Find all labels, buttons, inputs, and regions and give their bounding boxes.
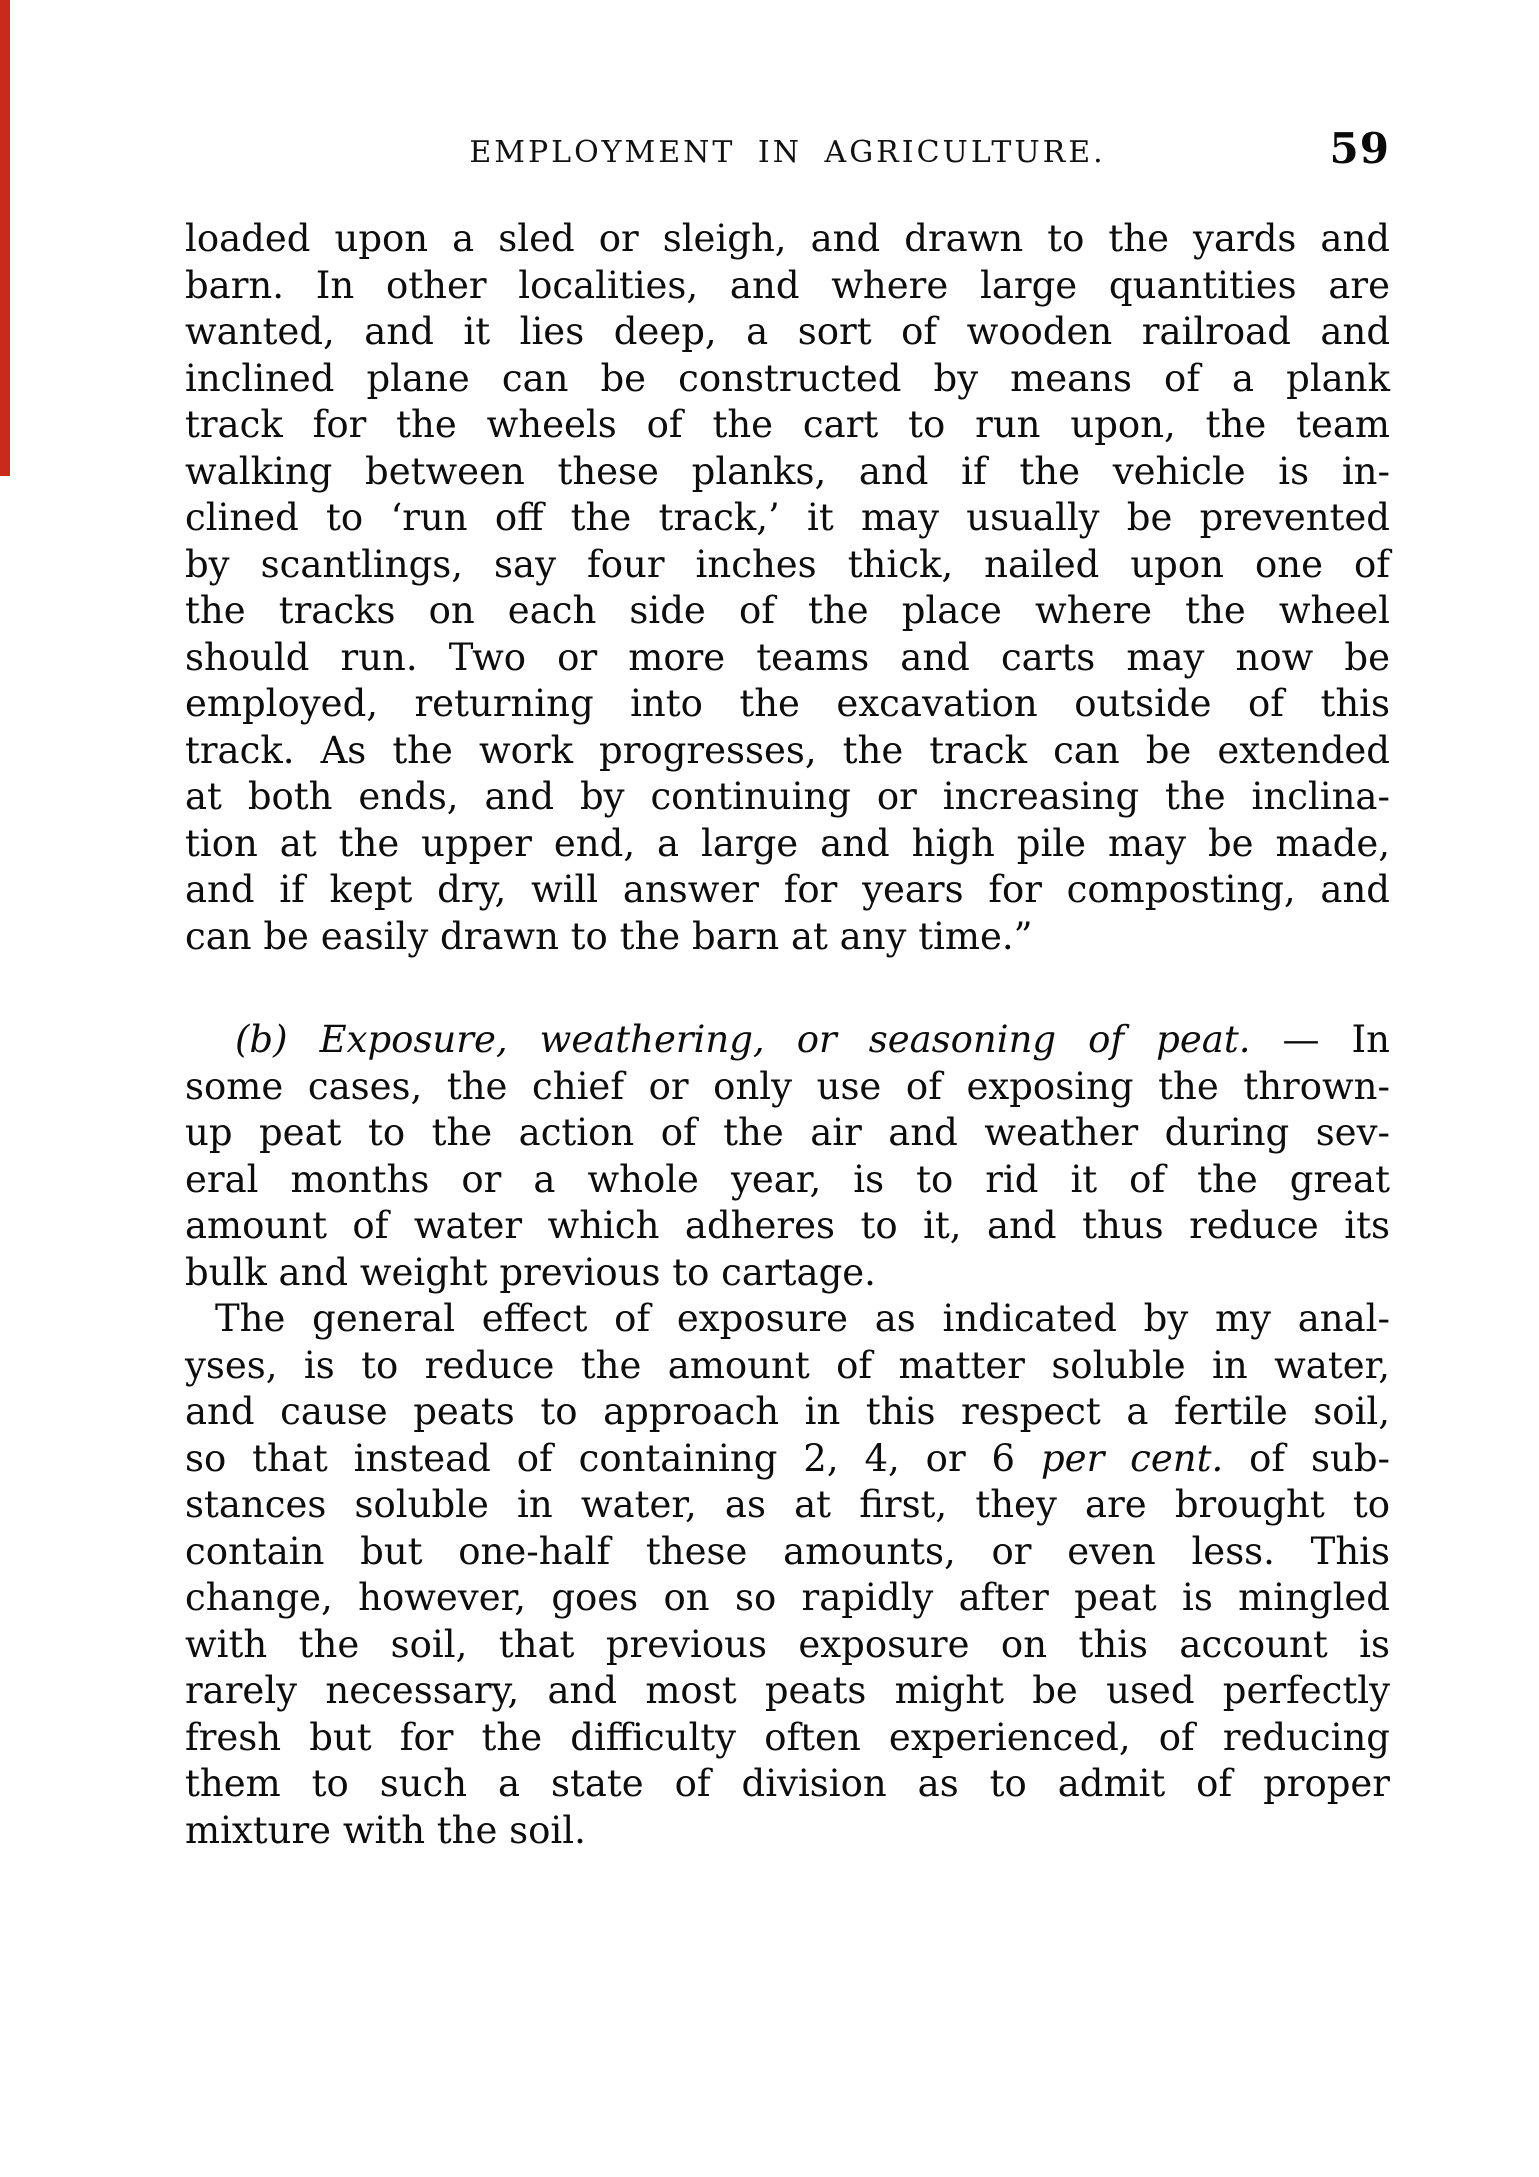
text-line (185, 402, 1390, 449)
text-line (185, 1157, 1390, 1204)
text-run: track. As the work progresses, the track can be extended (185, 728, 1390, 772)
red-edge-mark (0, 0, 10, 476)
text-run: fresh but for the difficulty often experienced, of reducing (185, 1715, 1390, 1759)
text-line (185, 1575, 1390, 1622)
text-run: contain but one-half these amounts, or even less. This (185, 1529, 1390, 1573)
text-run: track for the wheels of the cart to run upon, the team (185, 403, 1390, 446)
text-run: The general effect of exposure as indicated by my anal- (215, 1297, 1390, 1340)
text-line (185, 356, 1390, 403)
text-run: rarely necessary, and most peats might be used perfectly (185, 1669, 1390, 1712)
text-line (185, 309, 1390, 356)
paragraph (185, 216, 1390, 960)
text-line (185, 821, 1390, 868)
page-body-text (185, 216, 1390, 1854)
text-line (185, 588, 1390, 635)
italic-text-run: (b) Exposure, weathering, or seasoning of peat. (235, 1018, 1251, 1061)
page-title: EMPLOYMENT IN AGRICULTURE. (469, 135, 1106, 170)
text-line (185, 1668, 1390, 1715)
text-run: yses, is to reduce the amount of matter soluble in water, (185, 1343, 1390, 1387)
text-line (185, 681, 1390, 728)
text-run: and if kept dry, will answer for years for composting, and (185, 868, 1390, 911)
text-line (185, 1203, 1390, 1250)
text-run: mixture with the soil. (185, 1808, 586, 1852)
text-run: bulk and weight previous to cartage. (185, 1250, 876, 1294)
text-line (185, 1296, 1390, 1343)
text-line (185, 1436, 1390, 1483)
italic-text-run: per cent. (1040, 1436, 1224, 1480)
text-line (185, 1389, 1390, 1436)
text-run: at both ends, and by continuing or increasing the inclina- (185, 775, 1390, 818)
text-run: clined to ‘run off the track,’ it may usually be prevented (185, 496, 1390, 539)
page-number: 59 (1329, 124, 1390, 173)
text-line (185, 774, 1390, 821)
text-line (185, 1715, 1390, 1762)
text-run: and cause peats to approach in this respect a fertile soil, (185, 1390, 1390, 1433)
text-run: them to such a state of division as to admit of proper (185, 1762, 1390, 1805)
text-run: the tracks on each side of the place where the wheel (185, 589, 1390, 632)
text-run: can be easily drawn to the barn at any time.” (185, 914, 1033, 958)
text-line (185, 914, 1390, 961)
text-run: stances soluble in water, as at first, they are brought to (185, 1483, 1390, 1526)
text-line (185, 542, 1390, 589)
text-run: of sub- (1223, 1436, 1391, 1480)
text-line (185, 263, 1390, 310)
text-line (185, 1622, 1390, 1669)
text-run: eral months or a whole year, is to rid it of the great (185, 1157, 1390, 1201)
text-line (185, 1343, 1390, 1390)
text-line (185, 1064, 1390, 1111)
text-run: employed, returning into the excavation outside of this (185, 682, 1390, 725)
text-line (185, 1250, 1390, 1297)
text-run: change, however, goes on so rapidly after peat is mingled (185, 1576, 1390, 1619)
text-line (185, 1808, 1390, 1855)
text-line (185, 449, 1390, 496)
text-line (185, 1482, 1390, 1529)
text-run: walking between these planks, and if the vehicle is in- (185, 449, 1390, 493)
text-run: by scantlings, say four inches thick, nailed upon one of (185, 542, 1390, 586)
text-line (185, 1761, 1390, 1808)
text-line (185, 1017, 1390, 1064)
text-run: some cases, the chief or only use of exposing the thrown- (185, 1064, 1390, 1108)
text-run: tion at the upper end, a large and high pile may be made, (185, 821, 1390, 865)
text-run: up peat to the action of the air and weather during sev- (185, 1111, 1390, 1154)
text-line (185, 635, 1390, 682)
text-line (185, 495, 1390, 542)
text-run: inclined plane can be constructed by means of a plank (185, 356, 1390, 400)
text-line (185, 728, 1390, 775)
text-run: wanted, and it lies deep, a sort of wooden railroad and (185, 310, 1390, 353)
text-run: loaded upon a sled or sleigh, and drawn to the yards and (185, 217, 1390, 260)
paragraph (185, 1296, 1390, 1854)
text-line (185, 1110, 1390, 1157)
text-run: with the soil, that previous exposure on this account is (185, 1622, 1390, 1666)
text-run: should run. Two or more teams and carts may now be (185, 635, 1390, 679)
text-run: — In (1250, 1018, 1390, 1061)
text-run: so that instead of containing 2, 4, or 6 (185, 1436, 1041, 1480)
text-run: amount of water which adheres to it, and thus reduce its (185, 1204, 1390, 1247)
text-run: barn. In other localities, and where large quantities are (185, 263, 1390, 307)
paragraph (185, 1017, 1390, 1296)
text-line (185, 867, 1390, 914)
text-line (185, 216, 1390, 263)
text-line (185, 1529, 1390, 1576)
